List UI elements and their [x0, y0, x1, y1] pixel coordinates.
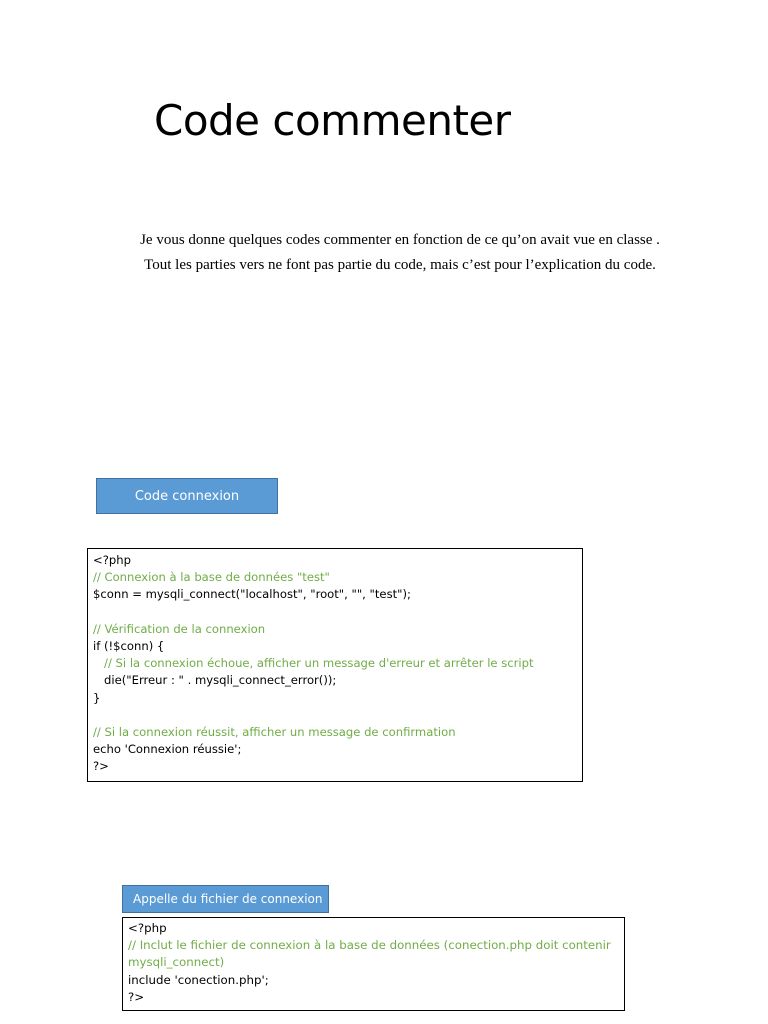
- section-label-text: Code connexion: [134, 488, 240, 504]
- code-comment: // Connexion à la base de données "test": [93, 570, 330, 585]
- code-line: <?php: [128, 921, 167, 935]
- code-line: if (!$conn) {: [93, 639, 165, 653]
- code-line: echo 'Connexion réussie';: [93, 742, 242, 757]
- code-line: ?>: [93, 759, 109, 774]
- code-line: ?>: [128, 989, 145, 1004]
- intro-text: [60, 228, 740, 278]
- intro-line: Tout les parties vers ne font pas partie du code, mais c’est pour l’explication du code.: [144, 257, 656, 273]
- code-block-include: [122, 917, 625, 1011]
- code-block-connexion: [87, 548, 583, 782]
- code-line-empty: [93, 707, 578, 724]
- intro-line: Je vous donne quelques codes commenter en fonction de ce qu’on avait vue en classe .: [140, 232, 660, 248]
- code-line: die("Erreur : " . mysqli_connect_error());: [93, 673, 337, 688]
- code-line-empty: [93, 604, 578, 621]
- section-label-include: [122, 885, 329, 913]
- code-line: $conn = mysqli_connect("localhost", "root", "", "test");: [93, 587, 411, 602]
- code-line: <?php: [93, 553, 131, 567]
- code-line: }: [93, 690, 101, 705]
- section-label-text: Appelle du fichier de connexion: [133, 892, 323, 906]
- code-comment: // Si la connexion réussit, afficher un message de confirmation: [93, 725, 456, 739]
- section-label-code-connexion: [96, 478, 278, 514]
- code-comment: // Si la connexion échoue, afficher un message d'erreur et arrêter le script: [93, 656, 534, 671]
- page-title: Code commenter: [154, 96, 511, 145]
- code-comment: // Inclut le fichier de connexion à la base de données (conection.php doit contenir mysqli_connect): [128, 938, 615, 970]
- code-comment: // Vérification de la connexion: [93, 621, 266, 636]
- code-line: include 'conection.php';: [128, 972, 269, 987]
